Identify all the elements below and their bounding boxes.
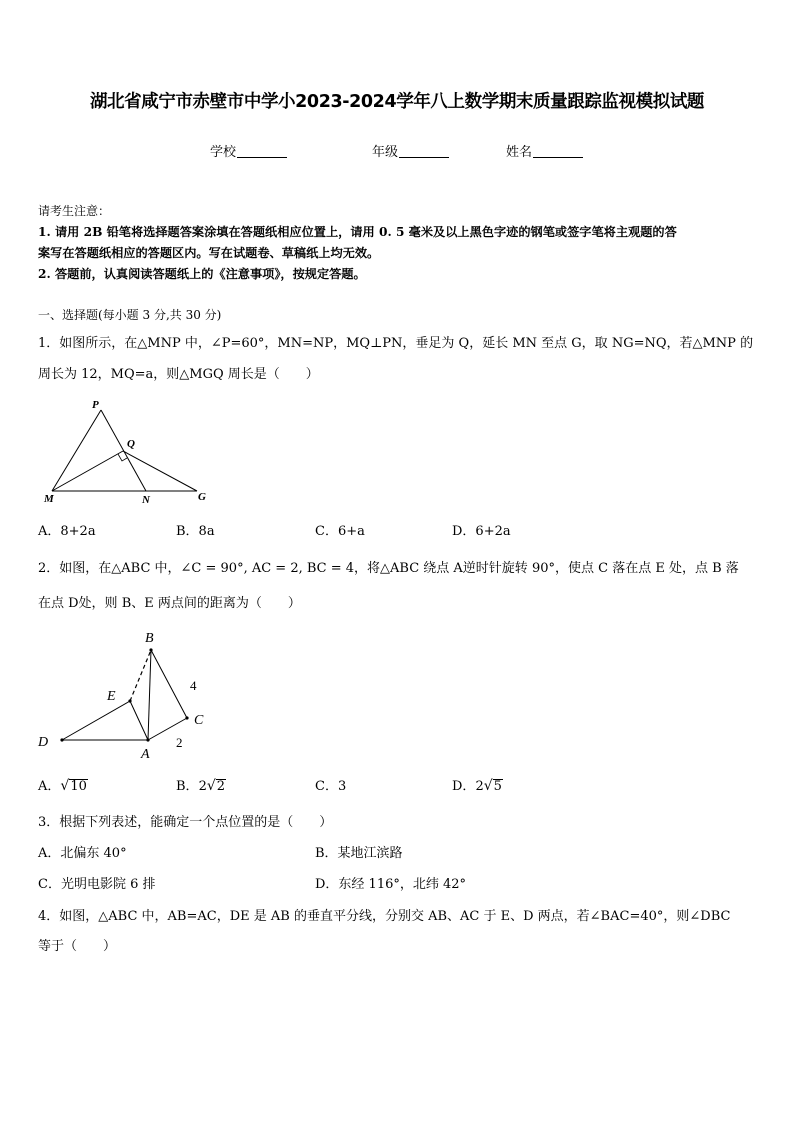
figure-1-label-g: G [198, 491, 206, 503]
grade-field [372, 141, 449, 160]
grade-label: 年级 [372, 145, 399, 160]
option-b-coefficient: 2 [198, 779, 207, 794]
question-1-option-c: C．6+a [315, 524, 365, 539]
option-d-radicand: 5 [493, 779, 502, 794]
grade-blank [399, 145, 449, 158]
note-item-1-line-1: 1. 请用 2B 铅笔将选择题答案涂填在答题纸相应位置上，请用 0. 5 毫米及以上黑色字迹的钢笔或签字笔将主观题的答 [38, 225, 677, 239]
note-item-1-line-2: 案写在答题纸相应的答题区内。写在试题卷、草稿纸上均无效。 [38, 246, 380, 260]
name-field [506, 141, 583, 160]
figure-2-label-d: D [38, 735, 49, 750]
sqrt-icon: √ [483, 778, 493, 794]
figure-2-label-b: B [145, 631, 154, 646]
question-2-line-1: 2．如图，在△ABC 中，∠C = 90°, AC = 2, BC = 4，将△ABC 绕点 A逆时针旋转 90°，使点 C 落在点 E 处，点 B 落 [38, 561, 739, 576]
school-blank [237, 145, 287, 158]
figure-2-label-a: A [141, 747, 150, 762]
question-1-option-d: D．6+2a [452, 524, 511, 539]
sqrt-icon: √ [206, 778, 216, 794]
figure-1-label-q: Q [127, 438, 135, 450]
question-1-line-2: 周长为 12，MQ=a，则△MGQ 周长是（ ） [38, 367, 319, 382]
question-3-stem: 3．根据下列表述，能确定一个点位置的是（ ） [38, 815, 333, 830]
figure-2-label-e: E [107, 689, 116, 704]
question-3-option-b: B．某地江滨路 [315, 846, 403, 861]
question-3-option-a: A．北偏东 40° [38, 846, 127, 861]
question-2-option-b [176, 775, 226, 794]
figure-2-label-2: 2 [176, 735, 183, 750]
question-2-figure [30, 625, 220, 765]
question-2-option-a [38, 775, 88, 794]
question-1-figure [38, 392, 213, 510]
question-3-option-c: C．光明电影院 6 排 [38, 877, 156, 892]
figure-1-label-p: P [92, 399, 99, 411]
figure-2-label-c: C [194, 713, 204, 728]
school-field [210, 141, 287, 160]
question-1-line-1: 1．如图所示，在△MNP 中，∠P=60°，MN=NP，MQ⊥PN，垂足为 Q，延长 MN 至点 G，取 NG=NQ，若△MNP 的 [38, 336, 754, 351]
option-a-label: A． [38, 779, 61, 794]
question-2-option-d [452, 775, 503, 794]
option-b-radicand: 2 [216, 779, 226, 794]
question-2-option-c: C．3 [315, 779, 347, 794]
question-1-option-a: A．8+2a [38, 524, 96, 539]
question-2-line-2: 在点 D处，则 B、E 两点间的距离为（ ） [38, 596, 301, 611]
notes-heading: 请考生注意： [38, 204, 111, 218]
option-d-coefficient: 2 [475, 779, 484, 794]
question-4-line-2: 等于（ ） [38, 939, 117, 954]
question-3-option-d: D．东经 116°，北纬 42° [315, 877, 467, 892]
school-label: 学校 [210, 145, 237, 160]
question-4-line-1: 4．如图，△ABC 中，AB=AC，DE 是 AB 的垂直平分线，分别交 AB、AC 于 E、D 两点，若∠BAC=40°，则∠DBC [38, 909, 731, 924]
figure-2-label-4: 4 [190, 678, 197, 693]
option-d-label: D． [452, 779, 476, 794]
note-item-2: 2. 答题前，认真阅读答题纸上的《注意事项》，按规定答题。 [38, 267, 366, 281]
name-label: 姓名 [506, 145, 533, 160]
option-b-label: B． [176, 779, 199, 794]
name-blank [533, 145, 583, 158]
page-title: 湖北省咸宁市赤壁市中学小2023-2024学年八上数学期末质量跟踪监视模拟试题 [89, 92, 705, 112]
section-heading: 一、选择题(每小题 3 分,共 30 分) [38, 308, 222, 322]
option-a-radicand: 10 [70, 779, 87, 794]
figure-1-label-m: M [44, 493, 54, 505]
figure-1-label-n: N [142, 494, 150, 506]
sqrt-icon: √ [60, 778, 70, 794]
question-1-option-b: B．8a [176, 524, 215, 539]
